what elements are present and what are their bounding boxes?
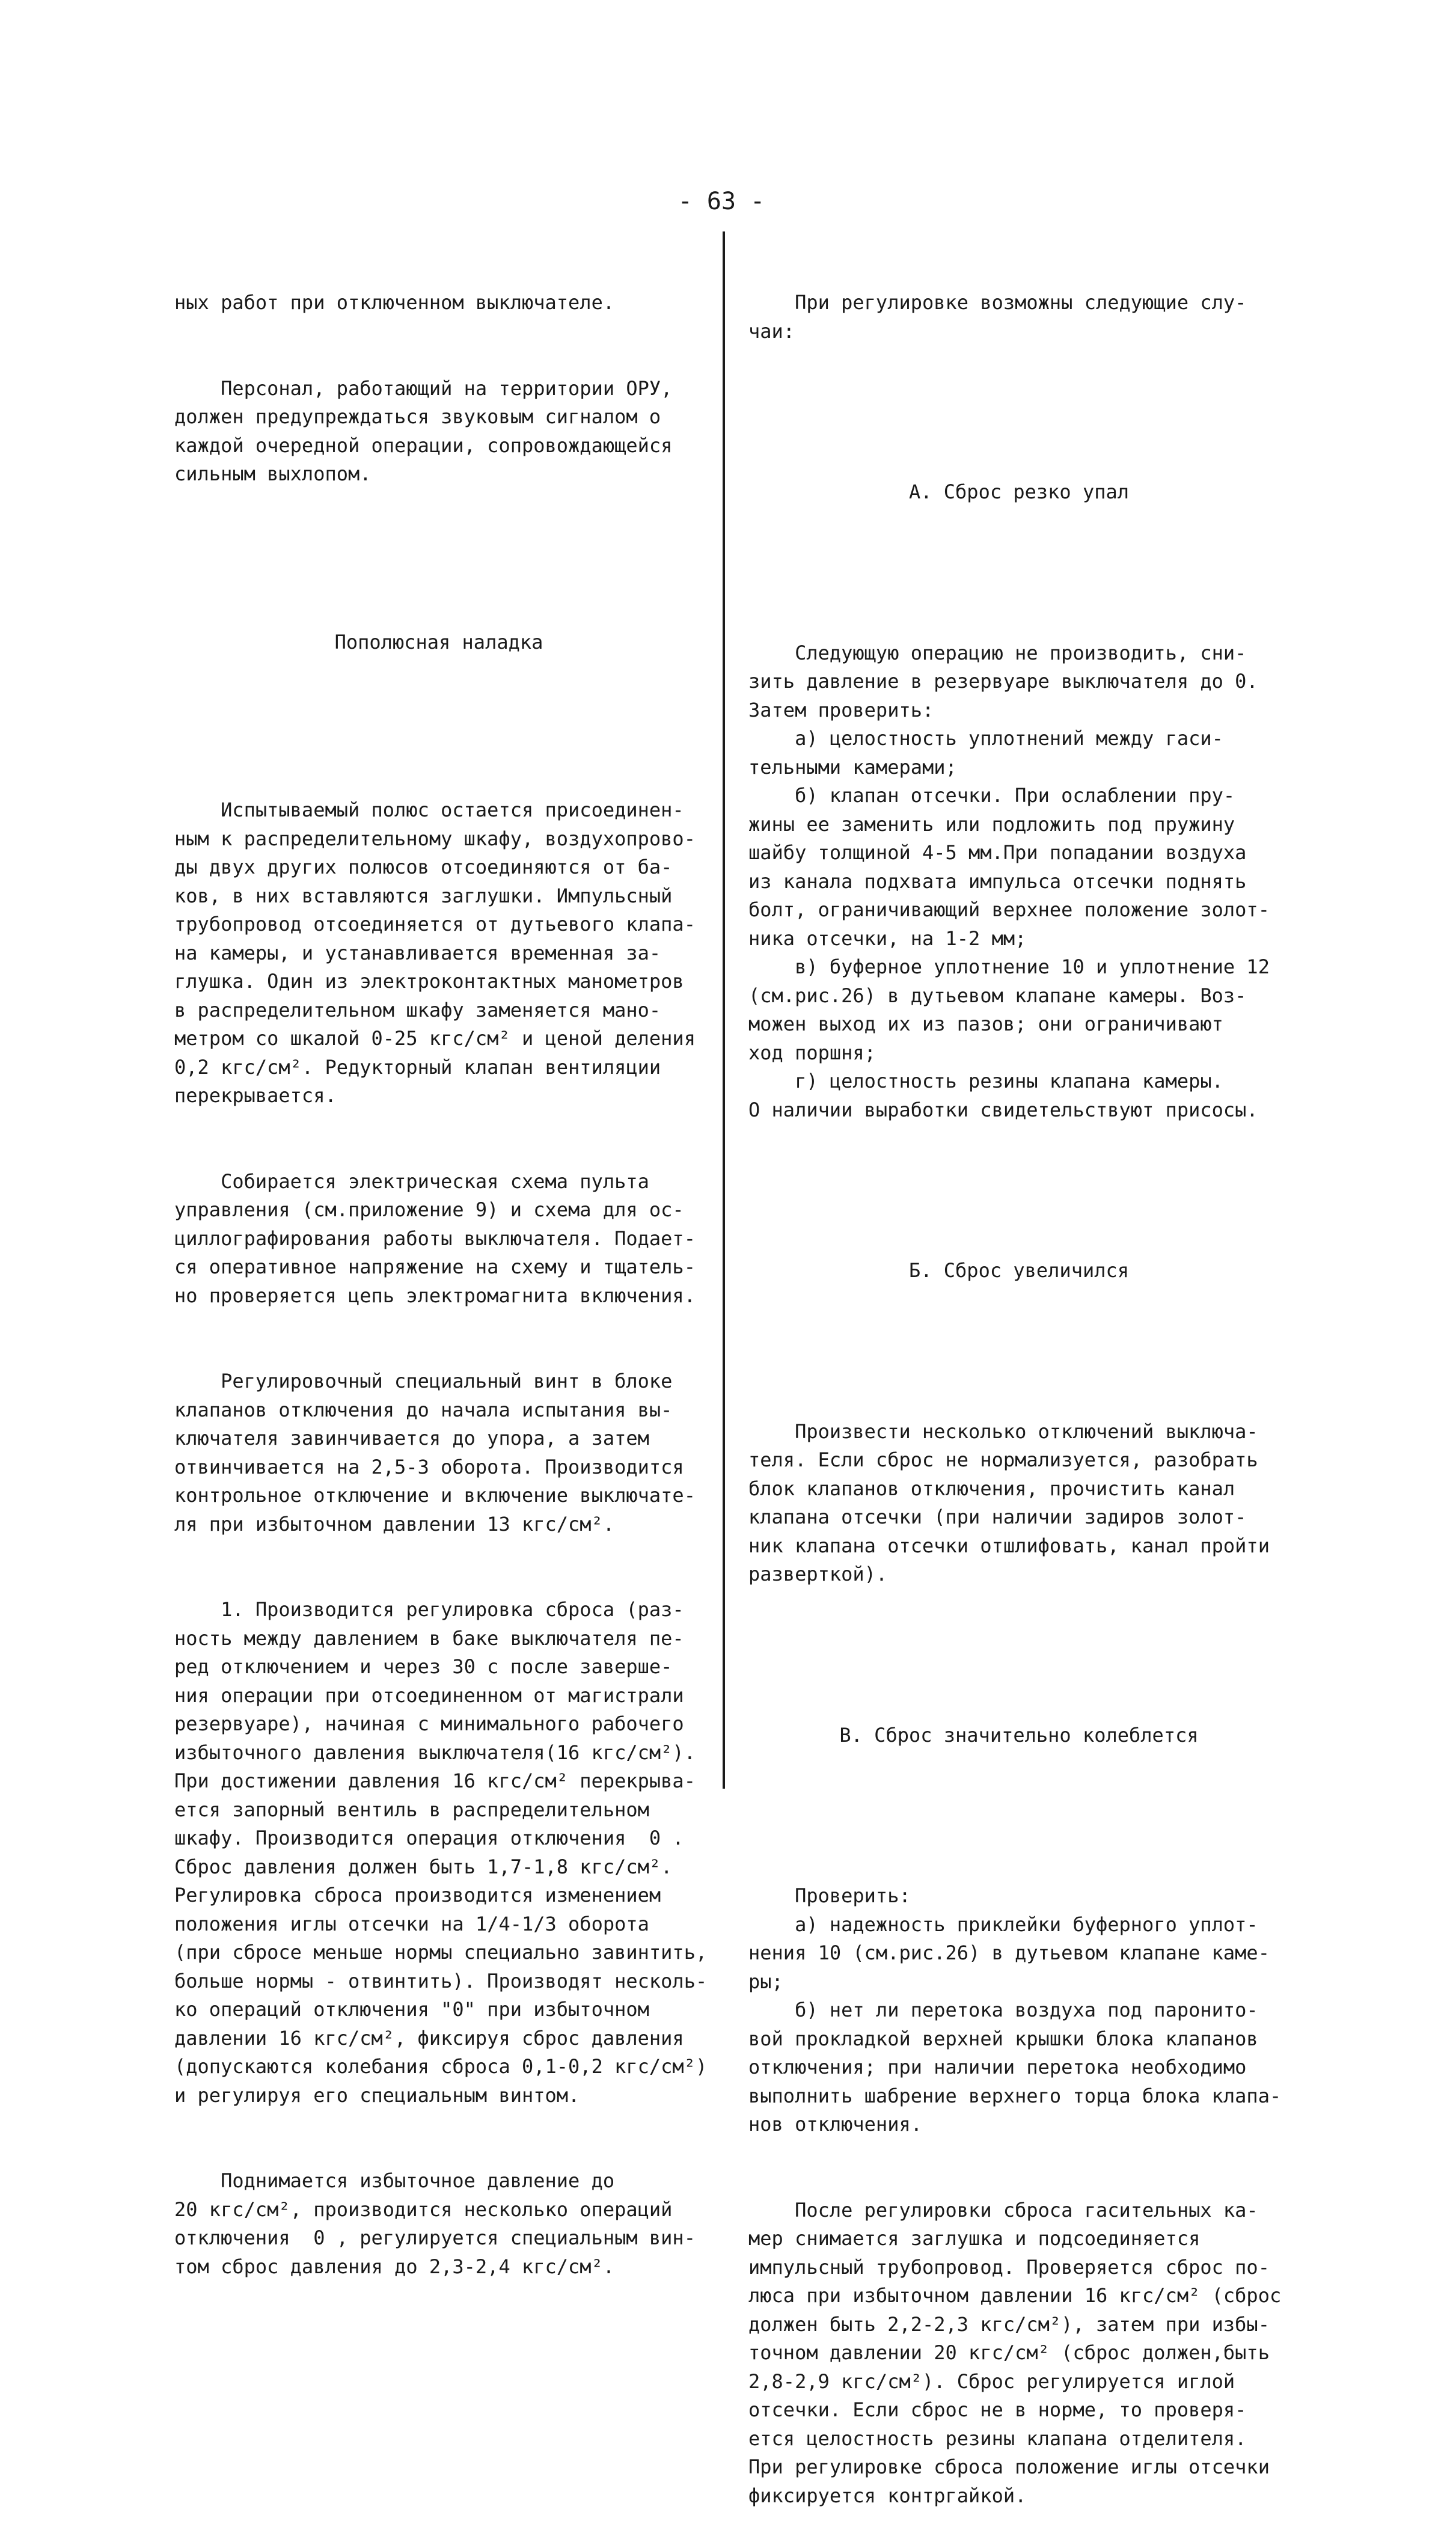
column-divider xyxy=(723,231,725,1789)
section-heading-c: В. Сброс значительно колеблется xyxy=(839,1723,1199,1747)
left-paragraph-6: 1. Производится регулировка сброса (раз- ность между давлением в баке выключателя пе- ред отключением и через 30 с после заверше- ния операции при отсоединенном от магистрали резервуаре), начиная с минимального рабочего избыточного давления выключателя(16 кгс/см²). При достижении давления 16 кгс/см² перекрыва- ется запорный вентиль в распределительном шкафу. Производится операция отключения 0 . Сброс давления должен быть 1,7-1,8 кгс/см². Регулировка сброса производится изменением положения иглы отсечки на 1/4-1/3 оборота (при сбросе меньше нормы специально завинтить, больше нормы - отвинтить). Производят несколь- ко операций отключения "0" при избыточном давлении 16 кгс/см², фиксируя сброс давления (допускаются колебания сброса 0,1-0,2 кгс/см²) и регулируя его специальным винтом. xyxy=(174,1598,708,2107)
right-paragraph-3: Произвести несколько отключений выключа- теля. Если сброс не нормализуется, разобрать блок клапанов отключения, прочистить канал клапана отсечки (при наличии задиров золот- ник клапана отсечки отшлифовать, канал пройти разверткой). xyxy=(748,1420,1270,1585)
section-heading-polar-adjustment: Пополюсная наладка xyxy=(334,630,543,654)
page-number: - 63 - xyxy=(678,188,765,215)
right-paragraph-5: После регулировки сброса гасительных ка- мер снимается заглушка и подсоединяется импульсный трубопровод. Проверяется сброс по- люса при избыточном давлении 16 кгс/см² (сброс должен быть 2,2-2,3 кгс/см²), затем при избы- точном давлении 20 кгс/см² (сброс должен,быть 2,8-2,9 кгс/см²). Сброс регулируется иглой отсечки. Если сброс не в норме, то проверя- ется целостность резины клапана отделителя. При регулировке сброса положение иглы отсечки фиксируется контргайкой. xyxy=(748,2198,1282,2507)
section-heading-b: Б. Сброс увеличился xyxy=(908,1259,1130,1282)
left-column xyxy=(174,231,708,2310)
left-paragraph-2: Персонал, работающий на территории ОРУ, должен предупреждаться звуковым сигналом о каждой очередной операции, сопровождающейся сильным выхлопом. xyxy=(174,376,673,485)
left-paragraph-4: Собирается электрическая схема пульта управления (см.приложение 9) и схема для ос- циллографирования работы выключателя. Подает- ся оперативное напряжение на схему и тщатель- но проверяется цепь электромагнита включения. xyxy=(174,1169,696,1307)
right-column xyxy=(748,231,1289,2539)
left-paragraph-7: Поднимается избыточное давление до 20 кгс/см², производится несколько операций отключения 0 , регулируется специальным вин- том сброс давления до 2,3-2,4 кгс/см². xyxy=(174,2169,696,2278)
left-paragraph-5: Регулировочный специальный винт в блоке клапанов отключения до начала испытания вы- ключателя завинчивается до упора, а затем отвинчивается на 2,5-3 оборота. Производится контрольное отключение и включение выключате- ля при избыточном давлении 13 кгс/см². xyxy=(174,1370,696,1536)
right-paragraph-4: Проверить: а) надежность приклейки буферного уплот- нения 10 (см.рис.26) в дутьевом клапане каме- ры; б) нет ли перетока воздуха под паронито- вой прокладкой верхней крышки блока клапанов отключения; при наличии перетока необходимо выполнить шабрение верхнего торца блока клапа- нов отключения. xyxy=(748,1884,1282,2136)
left-paragraph-1: ных работ при отключенном выключателе. xyxy=(174,291,615,314)
section-heading-a: А. Сброс резко упал xyxy=(908,480,1130,503)
left-paragraph-3: Испытываемый полюс остается присоединен- ным к распределительному шкафу, воздухопрово- ды двух других полюсов отсоединяются от ба- ков, в них вставляются заглушки. Импульсный трубопровод отсоединяется от дутьевого клапа- на камеры, и устанавливается временная за- глушка. Один из электроконтактных манометров в распределительном шкафу заменяется мано- метром со шкалой 0-25 кгс/см² и ценой деления 0,2 кгс/см². Редукторный клапан вентиляции перекрывается. xyxy=(174,798,696,1107)
right-paragraph-2: Следующую операцию не производить, сни- зить давление в резервуаре выключателя до 0. Затем проверить: а) целостность уплотнений между гаси- тельными камерами; б) клапан отсечки. При ослаблении пру- жины ее заменить или подложить под пружину шайбу толщиной 4-5 мм.При попадании воздуха из канала подхвата импульса отсечки поднять болт, ограничивающий верхнее положение золот- ника отсечки, на 1-2 мм; в) буферное уплотнение 10 и уплотнение 12 (см.рис.26) в дутьевом клапане камеры. Воз- можен выход их из пазов; они ограничивают ход поршня; г) целостность резины клапана камеры. О наличии выработки свидетельствуют присосы. xyxy=(748,641,1270,1121)
right-paragraph-1: При регулировке возможны следующие слу- чаи: xyxy=(748,291,1247,343)
